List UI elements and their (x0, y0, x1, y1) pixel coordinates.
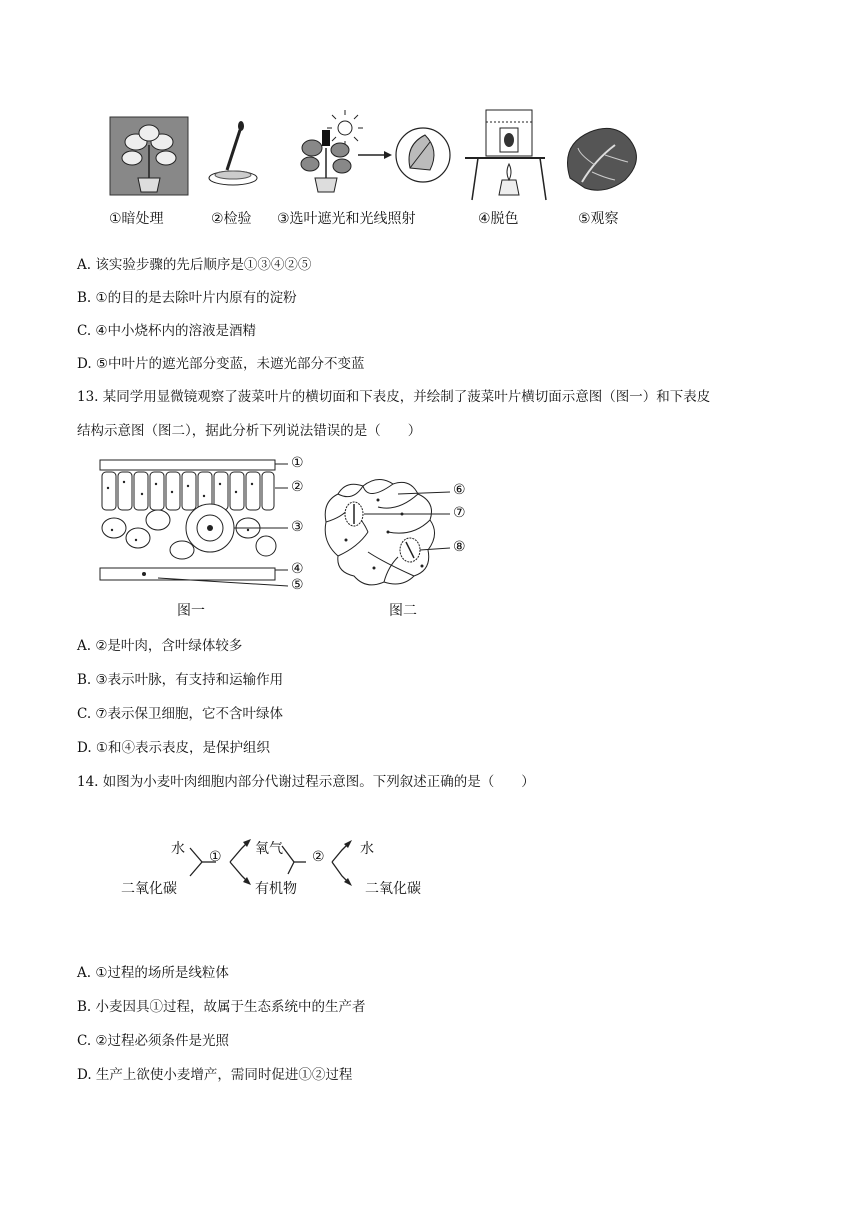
q13-option-c: C. ⑦表示保卫细胞，它不含叶绿体 (77, 706, 284, 722)
q12-option-d: D. ⑤中叶片的遮光部分变蓝，未遮光部分不变蓝 (77, 356, 365, 372)
fig1-label-1: ① (291, 455, 304, 471)
q13-stem-line1: 13. 某同学用显微镜观察了菠菜叶片的横切面和下表皮，并绘制了菠菜叶片横切面示意图（图一）和下表皮 (77, 389, 711, 405)
leaf-cross-section-figure (98, 455, 328, 598)
fig1-label-5: ⑤ (291, 577, 304, 593)
observed-leaf-picture (568, 128, 637, 190)
iodine-test-picture (209, 121, 257, 185)
q13-option-b: B. ③表示叶脉，有支持和运输作用 (77, 672, 284, 688)
q14-option-c: C. ②过程必须条件是光照 (77, 1033, 230, 1049)
q14-stem: 14. 如图为小麦叶肉细胞内部分代谢过程示意图。下列叙述正确的是（ ） (77, 774, 535, 790)
fig2-caption: 图二 (389, 603, 417, 619)
fig2-label-6: ⑥ (453, 482, 466, 498)
q12-option-c: C. ④中小烧杯内的溶液是酒精 (77, 323, 257, 339)
shading-and-light-picture (301, 110, 450, 192)
organic-matter-label: 有机物 (255, 881, 297, 897)
q12-option-b: B. ①的目的是去除叶片内原有的淀粉 (77, 290, 297, 306)
fig2-label-7: ⑦ (453, 505, 466, 521)
process-1-label: ① (209, 849, 222, 865)
q14-option-d: D. 生产上欲使小麦增产，需同时促进①②过程 (77, 1067, 353, 1083)
fig1-caption: 图一 (177, 603, 205, 619)
q13-stem-line2: 结构示意图（图二），据此分析下列说法错误的是（ ） (77, 423, 422, 439)
q14-option-a: A. ①过程的场所是线粒体 (77, 965, 229, 981)
input-water-label: 水 (171, 841, 185, 857)
step-caption-1: ①暗处理 (109, 211, 164, 227)
q12-option-a: A. 该实验步骤的先后顺序是①③④②⑤ (77, 257, 312, 273)
step-caption-2: ②检验 (211, 211, 252, 227)
output-water-label: 水 (360, 841, 374, 857)
step-caption-3: ③选叶遮光和光线照射 (277, 211, 416, 227)
fig1-label-3: ③ (291, 519, 304, 535)
q14-option-b: B. 小麦因具①过程，故属于生态系统中的生产者 (77, 999, 366, 1015)
step-caption-4: ④脱色 (478, 211, 519, 227)
metabolism-diagram (110, 830, 450, 900)
output-co2-label: 二氧化碳 (365, 881, 421, 897)
fig1-label-2: ② (291, 479, 304, 495)
input-co2-label: 二氧化碳 (121, 881, 177, 897)
oxygen-label: 氧气 (255, 841, 283, 857)
decolorizing-picture (465, 110, 546, 200)
process-2-label: ② (312, 849, 325, 865)
q13-option-a: A. ②是叶肉，含叶绿体较多 (77, 638, 243, 654)
dark-treatment-picture (110, 117, 188, 195)
fig2-label-8: ⑧ (453, 539, 466, 555)
fig1-label-4: ④ (291, 561, 304, 577)
q13-option-d: D. ①和④表示表皮，是保护组织 (77, 740, 271, 756)
step-caption-5: ⑤观察 (578, 211, 619, 227)
lower-epidermis-figure (318, 472, 478, 592)
